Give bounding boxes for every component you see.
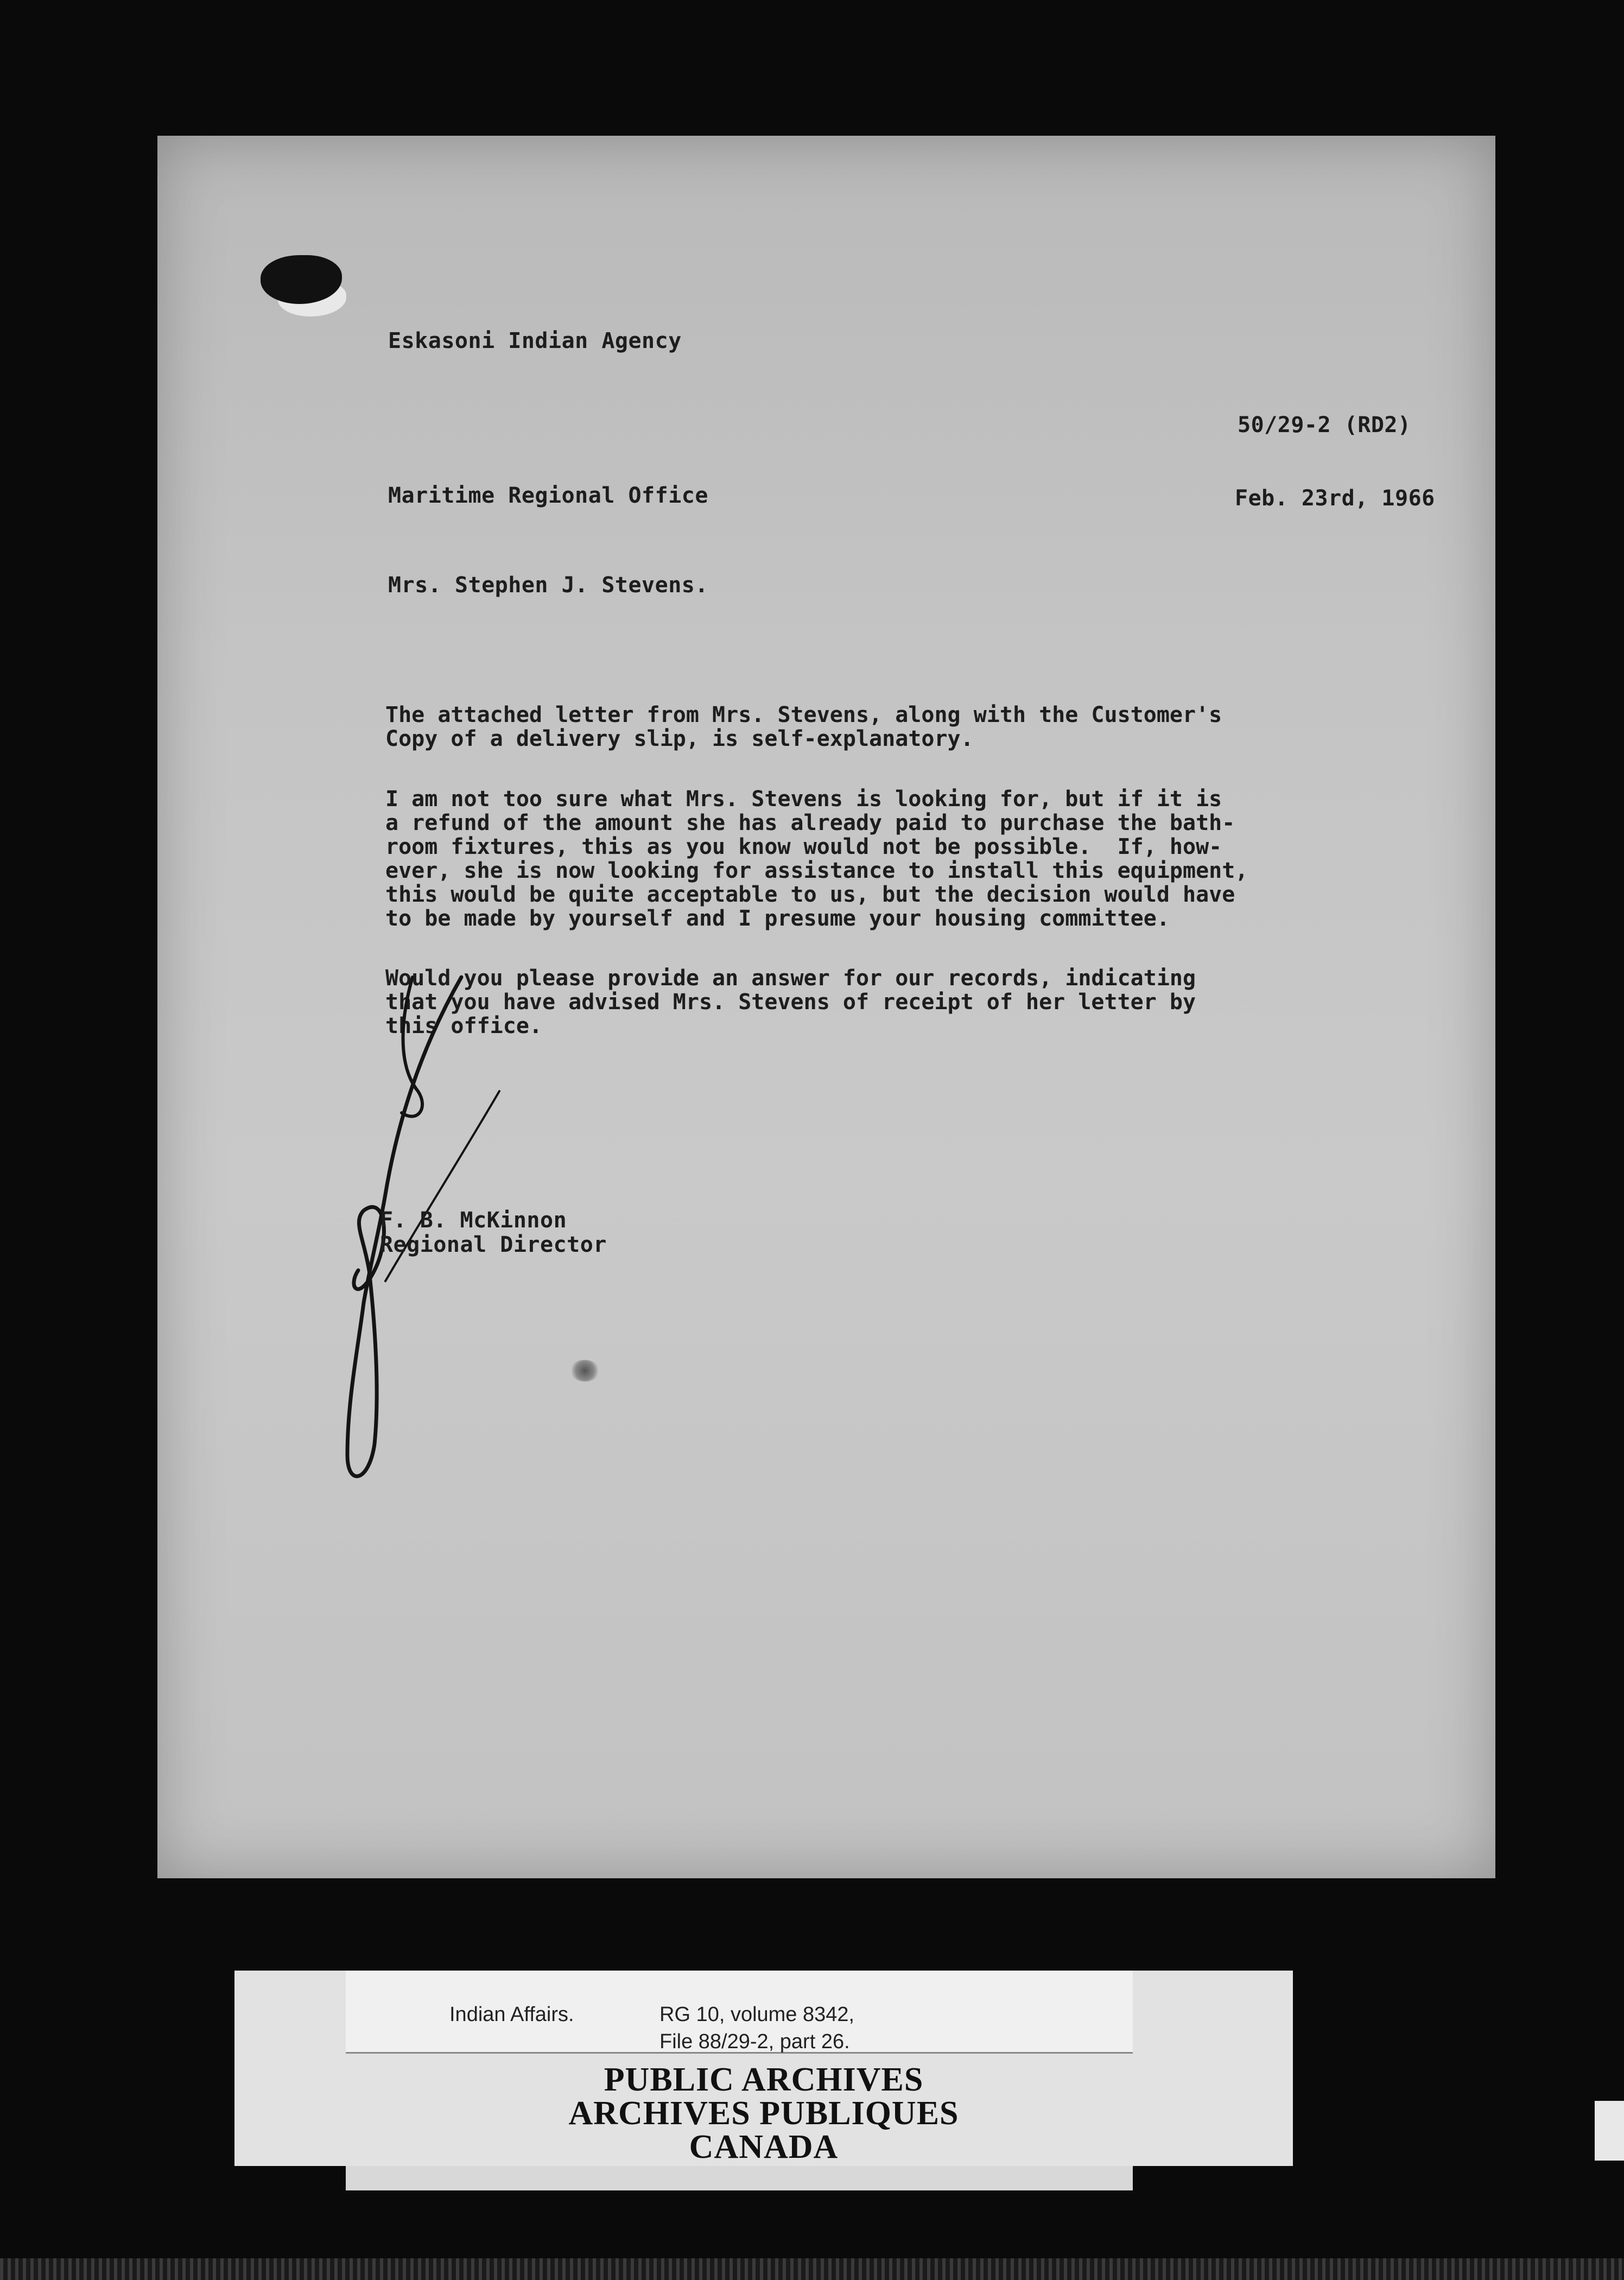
paragraph-line: room fixtures, this as you know would not be possible. If, how- bbox=[385, 834, 1222, 859]
film-edge bbox=[0, 2258, 1624, 2280]
paragraph-line: to be made by yourself and I presume your housing committee. bbox=[385, 906, 1170, 931]
signer-name: F. B. McKinnon bbox=[380, 1208, 567, 1233]
paragraph-line: Would you please provide an answer for our records, indicating bbox=[385, 966, 1196, 991]
paragraph-line: that you have advised Mrs. Stevens of receipt of her letter by bbox=[385, 990, 1196, 1015]
from-office: Maritime Regional Office bbox=[388, 483, 708, 508]
letter-date: Feb. 23rd, 1966 bbox=[1235, 486, 1435, 511]
film-frame-tab bbox=[1595, 2101, 1624, 2161]
paragraph-line: I am not too sure what Mrs. Stevens is looking for, but if it is bbox=[385, 787, 1222, 812]
paragraph-line: a refund of the amount she has already paid to purchase the bath- bbox=[385, 810, 1235, 835]
paragraph-line: The attached letter from Mrs. Stevens, along with the Customer's bbox=[385, 702, 1222, 727]
archives-line-english: PUBLIC ARCHIVES bbox=[604, 2061, 924, 2098]
paragraph-line: this would be quite acceptable to us, but the decision would have bbox=[385, 882, 1235, 907]
punch-hole bbox=[261, 255, 342, 304]
ink-smudge bbox=[570, 1360, 600, 1382]
archive-department: Indian Affairs. bbox=[449, 2003, 574, 2026]
paragraph-line: this office. bbox=[385, 1014, 542, 1038]
archives-line-french: ARCHIVES PUBLIQUES bbox=[568, 2095, 959, 2132]
archives-line-country: CANADA bbox=[689, 2129, 839, 2165]
letter-page bbox=[157, 136, 1495, 1878]
paragraph-2 bbox=[385, 787, 1248, 930]
paragraph-line: ever, she is now looking for assistance to install this equipment, bbox=[385, 858, 1248, 883]
subject-line: Mrs. Stephen J. Stevens. bbox=[388, 573, 708, 598]
paragraph-line: Copy of a delivery slip, is self-explanatory. bbox=[385, 726, 974, 751]
archive-record-group: RG 10, volume 8342, bbox=[659, 2003, 855, 2026]
label-lower-strip bbox=[346, 2166, 1133, 2190]
agency-heading: Eskasoni Indian Agency bbox=[388, 328, 682, 353]
archive-file-reference: File 88/29-2, part 26. bbox=[659, 2030, 850, 2053]
file-reference: 50/29-2 (RD2) bbox=[1238, 413, 1411, 438]
paragraph-1 bbox=[385, 703, 1222, 751]
signer-title: Regional Director bbox=[380, 1232, 607, 1257]
